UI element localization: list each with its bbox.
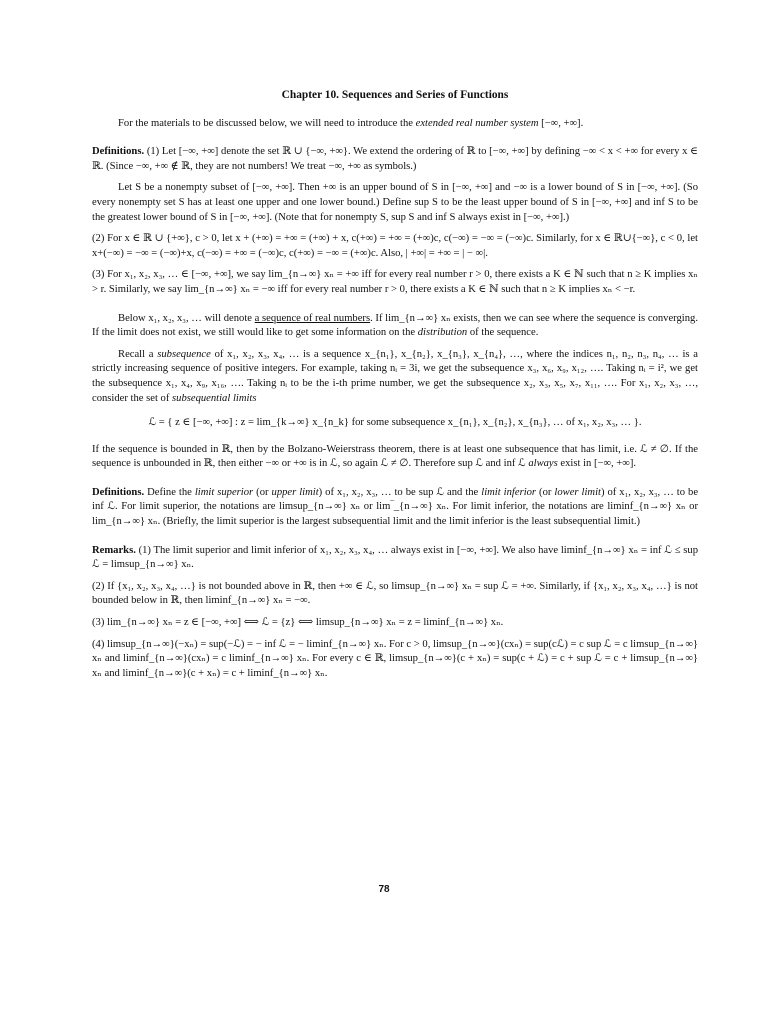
sequence-paragraph: Below x₁, x₂, x₃, … will denote a sequence of real numbers. If lim_{n→∞} xₙ exists, then we can see where the sequence is converging. If the limit does not exist, we still would like to get some information on the distribution of the sequence. [92,312,698,339]
bounds-paragraph: Let S be a nonempty subset of [−∞, +∞]. Then +∞ is an upper bound of S in [−∞, +∞] and −∞ is a lower bound of S in [−∞, +∞]. (So every nonempty set S has at least one upper and one lower bound.) Define sup S to be the least upper bound of S in [−∞, +∞] and inf S to be the greatest lower bound of S in [−∞, +∞]. (Note that for nonempty S, sup S and inf S always exist in [−∞, +∞].) [92,182,698,223]
intro-paragraph: For the materials to be discussed below, we will need to introduce the extended real number system [−∞, +∞]. [118,117,584,129]
bounded-paragraph: If the sequence is bounded in ℝ, then by the Bolzano-Weierstrass theorem, there is at least one subsequence that has limit, i.e. ℒ ≠ ∅. If the sequence is unbounded in ℝ, then either −∞ or +∞ is in ℒ, so again ℒ ≠ ∅. Therefore sup ℒ and inf ℒ always exist in [−∞, +∞]. [92,443,698,470]
page-body [92,88,698,688]
definitions-1-paragraph: Definitions. (1) Let [−∞, +∞] denote the set ℝ ∪ {−∞, +∞}. We extend the ordering of ℝ to [−∞, +∞] by defining −∞ < x < +∞ for every x ∈ ℝ. (Since −∞, +∞ ∉ ℝ, they are not numbers! We treat −∞, +∞ as symbols.) [92,146,698,172]
page-number: 78 [378,884,390,895]
remark-4: (4) limsup_{n→∞}(−xₙ) = sup(−ℒ) = − inf ℒ = − liminf_{n→∞} xₙ. For c > 0, limsup_{n→∞}(cxₙ) = sup(cℒ) = c sup ℒ = c limsup_{n→∞} xₙ and liminf_{n→∞}(cxₙ) = c liminf_{n→∞} xₙ. For every c ∈ ℝ, limsup_{n→∞}(c + xₙ) = sup(c + ℒ) = c + sup ℒ = c + limsup_{n→∞} xₙ and liminf_{n→∞}(c + xₙ) = c + liminf_{n→∞} xₙ. [92,638,698,679]
subsequential-limits-formula: ℒ = { z ∈ [−∞, +∞] : z = lim_{k→∞} x_{n_k} for some subsequence x_{n₁}, x_{n₂}, x_{n₃}, … of x₁, x₂, x₃, … }. [148,417,642,429]
remarks-paragraph: Remarks. (1) The limit superior and limit inferior of x₁, x₂, x₃, x₄, … always exist in [−∞, +∞]. We also have liminf_{n→∞} xₙ = inf ℒ ≤ sup ℒ = limsup_{n→∞} xₙ. [92,544,698,571]
remark-2: (2) If {x₁, x₂, x₃, x₄, …} is not bounded above in ℝ, then +∞ ∈ ℒ, so limsup_{n→∞} xₙ = sup ℒ = +∞. Similarly, if {x₁, x₂, x₃, x₄, …} is not bounded below in ℝ, then liminf_{n→∞} xₙ = −∞. [92,580,698,607]
arithmetic-paragraph: (2) For x ∈ ℝ ∪ {+∞}, c > 0, let x + (+∞) = +∞ = (+∞) + x, c(+∞) = +∞ = (+∞)c, c(−∞) = −∞ = (−∞)c. Similarly, for x ∈ ℝ∪{−∞}, c < 0, let x+(−∞) = −∞ = (−∞)+x, c(−∞) = +∞ = (−∞)c, c(+∞) = −∞ = (+∞)c. Also, | +∞| = +∞ = | − ∞|. [92,233,698,259]
chapter-title: Chapter 10. Sequences and Series of Functions [281,89,509,101]
subsequence-paragraph: Recall a subsequence of x₁, x₂, x₃, x₄, … is a sequence x_{n₁}, x_{n₂}, x_{n₃}, x_{n₄}, …, where the indices n₁, n₂, n₃, n₄, … is a strictly increasing sequence of positive integers. For example, taking nᵢ = 3i, we get the subsequence x₃, x₆, x₉, x₁₂, …. Taking nᵢ = i², we get the subsequence x₁, x₄, x₉, x₁₆, …. Taking nᵢ to be the i-th prime number, we get the subsequence x₂, x₃, x₅, x₇, x₁₁, …. For x₁, x₂, x₃, …, consider the set of subsequential limits [92,348,698,404]
remark-3: (3) lim_{n→∞} xₙ = z ∈ [−∞, +∞] ⟺ ℒ = {z} ⟺ limsup_{n→∞} xₙ = z = liminf_{n→∞} xₙ. [92,617,504,629]
infinite-limits-paragraph: (3) For x₁, x₂, x₃, … ∈ [−∞, +∞], we say lim_{n→∞} xₙ = +∞ iff for every real number r > 0, there exists a K ∈ ℕ such that n ≥ K implies xₙ > r. Similarly, we say lim_{n→∞} xₙ = −∞ iff for every real number r > 0, there exists a K ∈ ℕ such that n ≥ K implies xₙ < −r. [92,269,698,295]
definitions-2-paragraph: Definitions. Define the limit superior (or upper limit) of x₁, x₂, x₃, … to be sup ℒ and the limit inferior (or lower limit) of x₁, x₂, x₃, … to be inf ℒ. For limit superior, the notations are limsup_{n→∞} xₙ or lim‾_{n→∞} xₙ. For limit inferior, the notations are liminf_{n→∞} xₙ or lim_{n→∞} xₙ. (Briefly, the limit superior is the largest subsequential limit and the limit inferior is the least subsequential limit.) [92,486,699,528]
